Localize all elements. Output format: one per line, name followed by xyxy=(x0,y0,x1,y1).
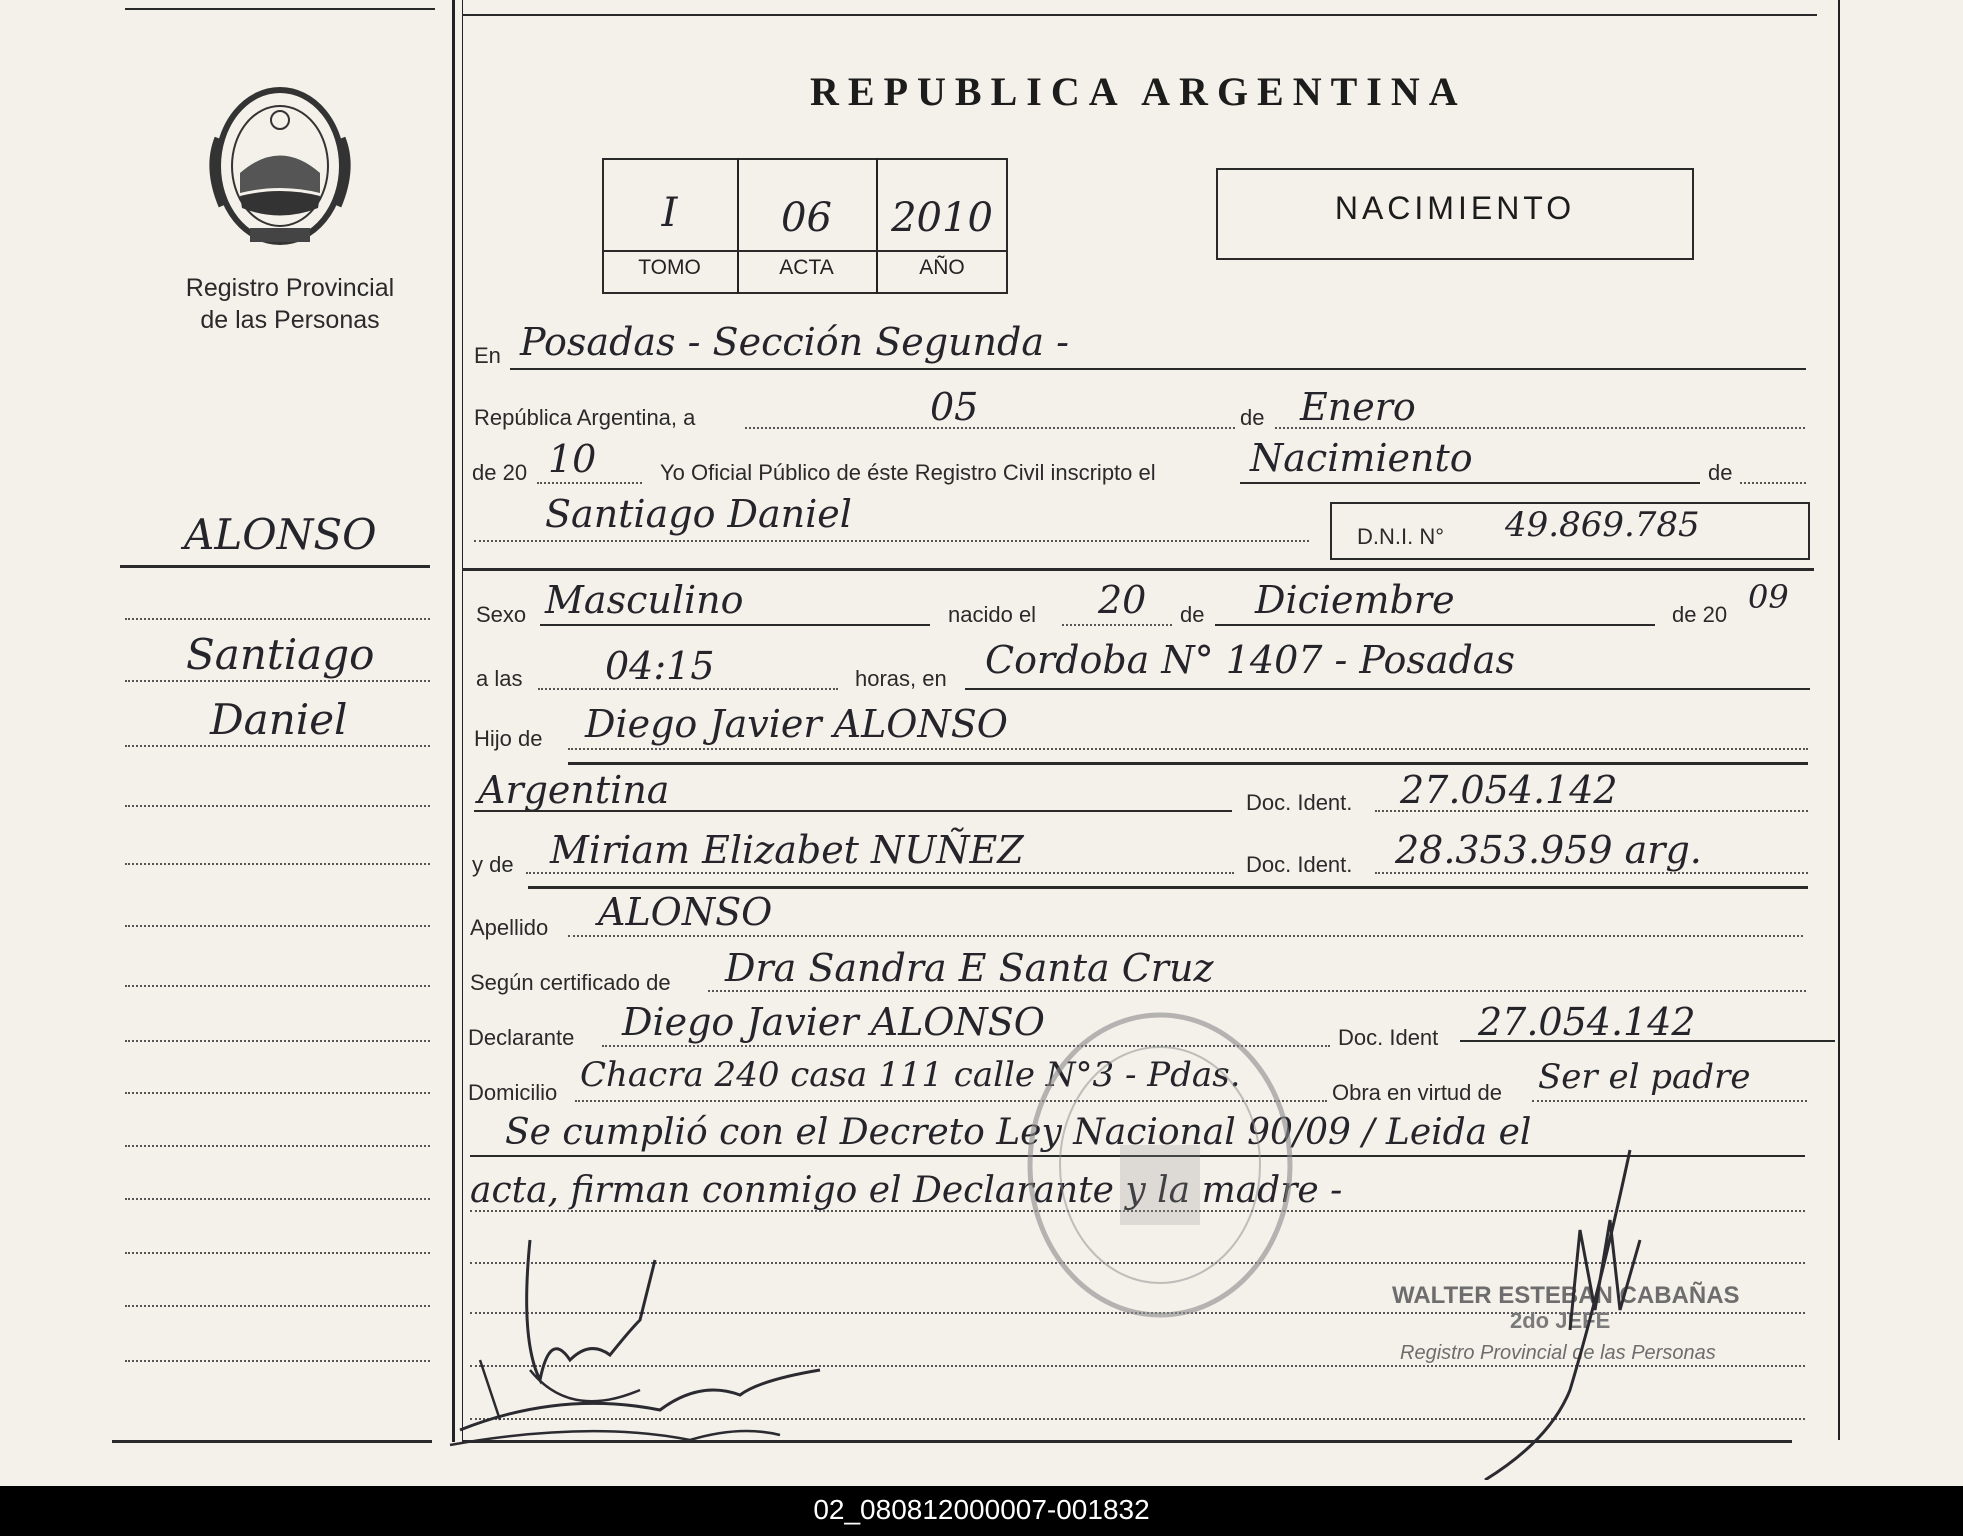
dotted-rule xyxy=(1375,810,1808,812)
name-value: Santiago Daniel xyxy=(545,492,852,536)
margin-surname: ALONSO xyxy=(184,510,377,559)
acta-value: 06 xyxy=(781,195,832,241)
domicilio-value: Chacra 240 casa 111 calle N°3 - Pdas. xyxy=(580,1055,1241,1095)
image-id-footer: 02_080812000007-001832 xyxy=(0,1486,1963,1536)
registry-name: Registro Provincial de las Personas xyxy=(185,274,395,334)
dotted-rule xyxy=(1062,624,1172,626)
sexo-rule xyxy=(540,624,930,626)
certificado-label: Según certificado de xyxy=(470,970,671,995)
note-line-1: Se cumplió con el Decreto Ley Nacional 90/09 / Leida el xyxy=(505,1112,1532,1153)
padre-value: Diego Javier ALONSO xyxy=(585,702,1008,746)
de20b-label: de 20 xyxy=(1672,602,1728,627)
acta-label: ACTA xyxy=(779,256,834,279)
de-label: de xyxy=(1240,405,1265,430)
anio-value: 2010 xyxy=(891,195,993,241)
country-title: REPUBLICA ARGENTINA xyxy=(810,69,1467,114)
day-value: 05 xyxy=(930,385,979,429)
dotted-rule xyxy=(708,990,1806,992)
margin-dotted-line xyxy=(125,680,430,682)
margin-dotted-line xyxy=(125,618,430,620)
sexo-label: Sexo xyxy=(476,602,527,627)
month-value: Enero xyxy=(1300,385,1416,429)
right-border xyxy=(1838,0,1840,1440)
official-round-stamp-icon xyxy=(1010,995,1310,1335)
name-rule xyxy=(462,568,1814,571)
nacido-day: 20 xyxy=(1098,578,1147,622)
nacido-de-label: de xyxy=(1180,602,1205,627)
declarante-label: Declarante xyxy=(468,1025,575,1050)
misiones-coat-of-arms-icon xyxy=(200,78,360,253)
en-value: Posadas - Sección Segunda - xyxy=(520,320,1069,364)
en-rule xyxy=(510,368,1806,370)
official-stamp-org: Registro Provincial de las Personas xyxy=(1400,1342,1716,1364)
dotted-rule xyxy=(1375,872,1808,874)
sexo-value: Masculino xyxy=(545,578,744,622)
doc-ident-label: Doc. Ident xyxy=(1338,1025,1439,1050)
declarant-signature-icon xyxy=(440,1220,840,1460)
margin-bottom-rule xyxy=(112,1440,432,1443)
oficial-label: Yo Oficial Público de éste Registro Civil inscripto el xyxy=(660,460,1156,485)
inscripto-value: Nacimiento xyxy=(1250,436,1473,480)
dotted-rule xyxy=(1740,482,1806,484)
alas-label: a las xyxy=(476,666,523,691)
madre-rule xyxy=(528,886,1808,889)
lugar-value: Cordoba N° 1407 - Posadas xyxy=(985,638,1515,682)
official-signature-icon xyxy=(1480,1140,1680,1480)
tomo-value: I xyxy=(661,190,678,236)
top-rule-right xyxy=(462,14,1817,16)
doc-label-2: Doc. Ident. xyxy=(1246,852,1353,877)
margin-given-name-2: Daniel xyxy=(210,695,348,744)
margin-dotted-line xyxy=(125,1092,430,1094)
year-value: 10 xyxy=(548,437,597,481)
top-rule-left xyxy=(125,8,435,10)
lugar-rule xyxy=(965,688,1810,690)
de20-label: de 20 xyxy=(472,460,528,485)
dotted-rule xyxy=(474,540,1309,542)
nacido-year: 09 xyxy=(1748,578,1789,616)
dotted-rule xyxy=(538,688,838,690)
apellido-value: ALONSO xyxy=(598,890,773,934)
margin-dotted-line xyxy=(125,1305,430,1307)
margin-dotted-line xyxy=(125,1145,430,1147)
hora-value: 04:15 xyxy=(605,644,715,688)
declarante-doc: 27.054.142 xyxy=(1478,1000,1696,1044)
margin-dotted-line xyxy=(125,1198,430,1200)
margin-dotted-line xyxy=(125,985,430,987)
apellido-label: Apellido xyxy=(470,915,549,940)
dotted-rule xyxy=(537,482,642,484)
yde-label: y de xyxy=(472,852,514,877)
dotted-rule xyxy=(568,935,1803,937)
doc-label: Doc. Ident. xyxy=(1246,790,1353,815)
dni-value: 49.869.785 xyxy=(1505,505,1700,545)
margin-dotted-line xyxy=(125,1252,430,1254)
tomo-label: TOMO xyxy=(638,256,701,279)
month-rule xyxy=(1215,624,1655,626)
certificado-value: Dra Sandra E Santa Cruz xyxy=(725,946,1214,990)
margin-dotted-line xyxy=(125,863,430,865)
official-stamp-name: WALTER ESTEBAN CABAÑAS xyxy=(1392,1282,1740,1309)
official-stamp-title: 2do JEFE xyxy=(1510,1308,1611,1333)
doc-ident-rule xyxy=(1460,1040,1835,1042)
margin-dotted-line xyxy=(125,925,430,927)
padre-nacionalidad: Argentina xyxy=(478,768,670,812)
margin-dotted-line xyxy=(125,1040,430,1042)
dni-label: D.N.I. N° xyxy=(1357,524,1445,549)
madre-doc: 28.353.959 arg. xyxy=(1395,828,1702,872)
nacido-month: Diciembre xyxy=(1255,578,1455,622)
declarante-value: Diego Javier ALONSO xyxy=(622,1000,1045,1044)
padre-doc: 27.054.142 xyxy=(1400,768,1618,812)
horas-label: horas, en xyxy=(855,666,947,691)
domicilio-label: Domicilio xyxy=(468,1080,558,1105)
nacido-label: nacido el xyxy=(948,602,1037,627)
note-line-2: acta, firman conmigo el Declarante y la madre - xyxy=(470,1170,1343,1211)
padre-rule xyxy=(568,762,1808,765)
margin-dotted-line xyxy=(125,805,430,807)
margin-surname-rule xyxy=(120,565,430,568)
dotted-rule xyxy=(745,427,1235,429)
table-row-divider xyxy=(602,250,1008,252)
margin-dotted-line xyxy=(125,1360,430,1362)
en-label: En xyxy=(474,343,501,368)
obra-value: Ser el padre xyxy=(1538,1057,1751,1097)
de-end-label: de xyxy=(1708,460,1733,485)
dotted-rule xyxy=(568,748,1808,750)
inscripto-rule xyxy=(1240,482,1700,484)
hijo-label: Hijo de xyxy=(474,726,543,751)
document-type: NACIMIENTO xyxy=(1334,190,1576,226)
madre-value: Miriam Elizabet NUÑEZ xyxy=(550,828,1024,872)
dotted-rule xyxy=(1532,1100,1807,1102)
margin-given-name-1: Santiago xyxy=(186,630,375,679)
obra-label: Obra en virtud de xyxy=(1332,1080,1502,1105)
anio-label: AÑO xyxy=(919,256,965,279)
nacionalidad-rule xyxy=(474,810,1232,812)
dotted-rule xyxy=(526,872,1234,874)
republica-label: República Argentina, a xyxy=(474,405,696,430)
margin-dotted-line xyxy=(125,745,430,747)
